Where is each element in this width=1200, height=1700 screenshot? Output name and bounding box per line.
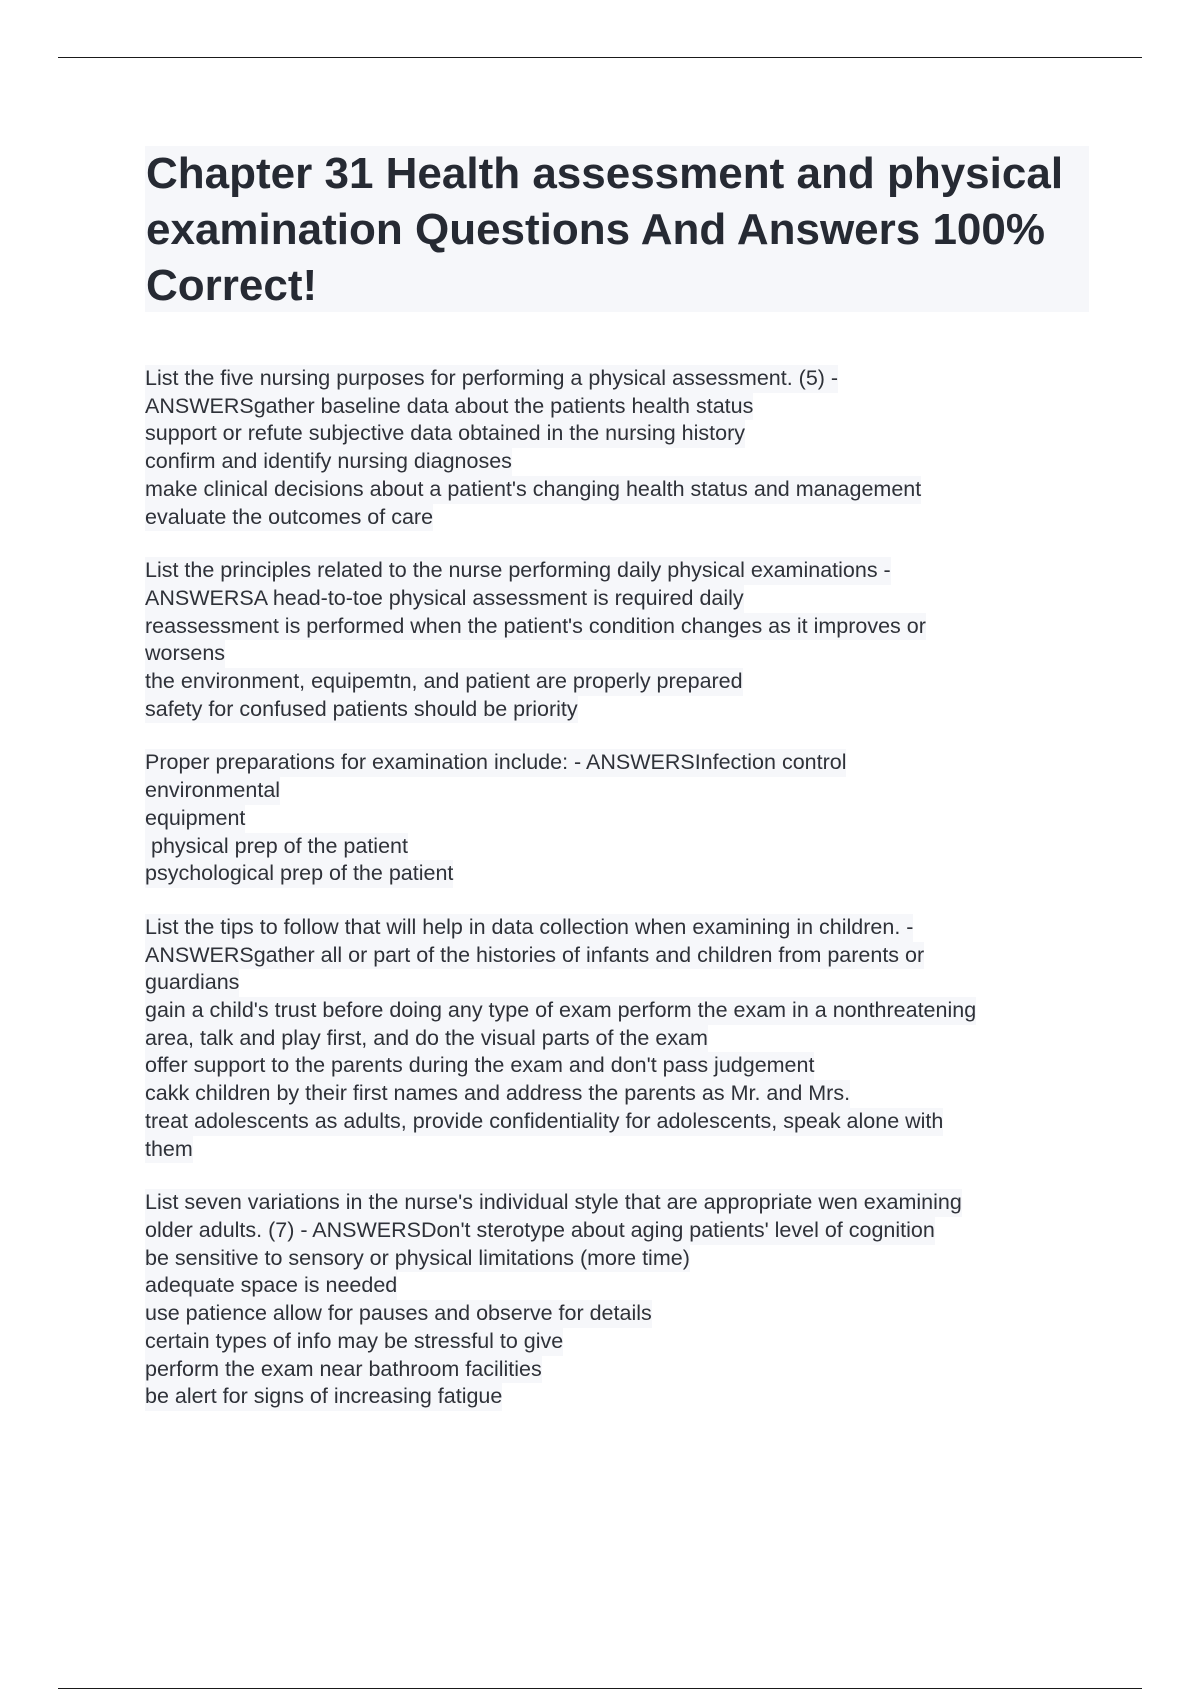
qa-line: List the principles related to the nurse performing daily physical examinations - <box>145 557 891 585</box>
qa-line: worsens <box>145 640 225 668</box>
qa-line: ANSWERSgather baseline data about the patients health status <box>145 393 753 421</box>
qa-block <box>145 365 1089 531</box>
qa-line: adequate space is needed <box>145 1272 397 1300</box>
qa-line: use patience allow for pauses and observe for details <box>145 1300 652 1328</box>
document-title: Chapter 31 Health assessment and physical examination Questions And Answers 100% Correct! <box>146 149 1076 310</box>
qa-line: cakk children by their first names and address the parents as Mr. and Mrs. <box>145 1080 850 1108</box>
qa-block <box>145 557 1089 723</box>
qa-line: gain a child's trust before doing any type of exam perform the exam in a nonthreatening <box>145 997 976 1025</box>
document-body <box>145 365 1089 1437</box>
qa-line: them <box>145 1136 193 1164</box>
qa-line: certain types of info may be stressful to give <box>145 1328 563 1356</box>
qa-line: psychological prep of the patient <box>145 860 453 888</box>
qa-line: equipment <box>145 805 245 833</box>
qa-block <box>145 749 1089 888</box>
qa-block <box>145 1189 1089 1411</box>
qa-line: offer support to the parents during the exam and don't pass judgement <box>145 1052 814 1080</box>
qa-line: List the tips to follow that will help in data collection when examining in children. - <box>145 914 913 942</box>
qa-block <box>145 914 1089 1163</box>
qa-line: guardians <box>145 969 239 997</box>
qa-line: treat adolescents as adults, provide confidentiality for adolescents, speak alone with <box>145 1108 943 1136</box>
bottom-rule <box>58 1688 1142 1689</box>
qa-line: List seven variations in the nurse's individual style that are appropriate wen examining <box>145 1189 962 1217</box>
qa-line: Proper preparations for examination include: - ANSWERSInfection control <box>145 749 846 777</box>
qa-line: be sensitive to sensory or physical limitations (more time) <box>145 1245 690 1273</box>
qa-line: confirm and identify nursing diagnoses <box>145 448 512 476</box>
qa-line: List the five nursing purposes for performing a physical assessment. (5) - <box>145 365 838 393</box>
qa-line: safety for confused patients should be priority <box>145 696 578 724</box>
qa-line: reassessment is performed when the patient's condition changes as it improves or <box>145 613 926 641</box>
qa-line: ANSWERSgather all or part of the histories of infants and children from parents or <box>145 942 924 970</box>
qa-line: support or refute subjective data obtained in the nursing history <box>145 420 745 448</box>
qa-line: make clinical decisions about a patient's changing health status and management <box>145 476 921 504</box>
qa-line: area, talk and play first, and do the visual parts of the exam <box>145 1025 708 1053</box>
qa-line: be alert for signs of increasing fatigue <box>145 1383 502 1411</box>
qa-line: ANSWERSA head-to-toe physical assessment is required daily <box>145 585 744 613</box>
qa-line: environmental <box>145 777 280 805</box>
qa-line: physical prep of the patient <box>145 833 408 861</box>
top-rule <box>58 57 1142 58</box>
qa-line: perform the exam near bathroom facilities <box>145 1356 542 1384</box>
title-block <box>145 146 1089 312</box>
qa-line: older adults. (7) - ANSWERSDon't sterotype about aging patients' level of cognition <box>145 1217 935 1245</box>
qa-line: the environment, equipemtn, and patient are properly prepared <box>145 668 743 696</box>
qa-line: evaluate the outcomes of care <box>145 504 433 532</box>
